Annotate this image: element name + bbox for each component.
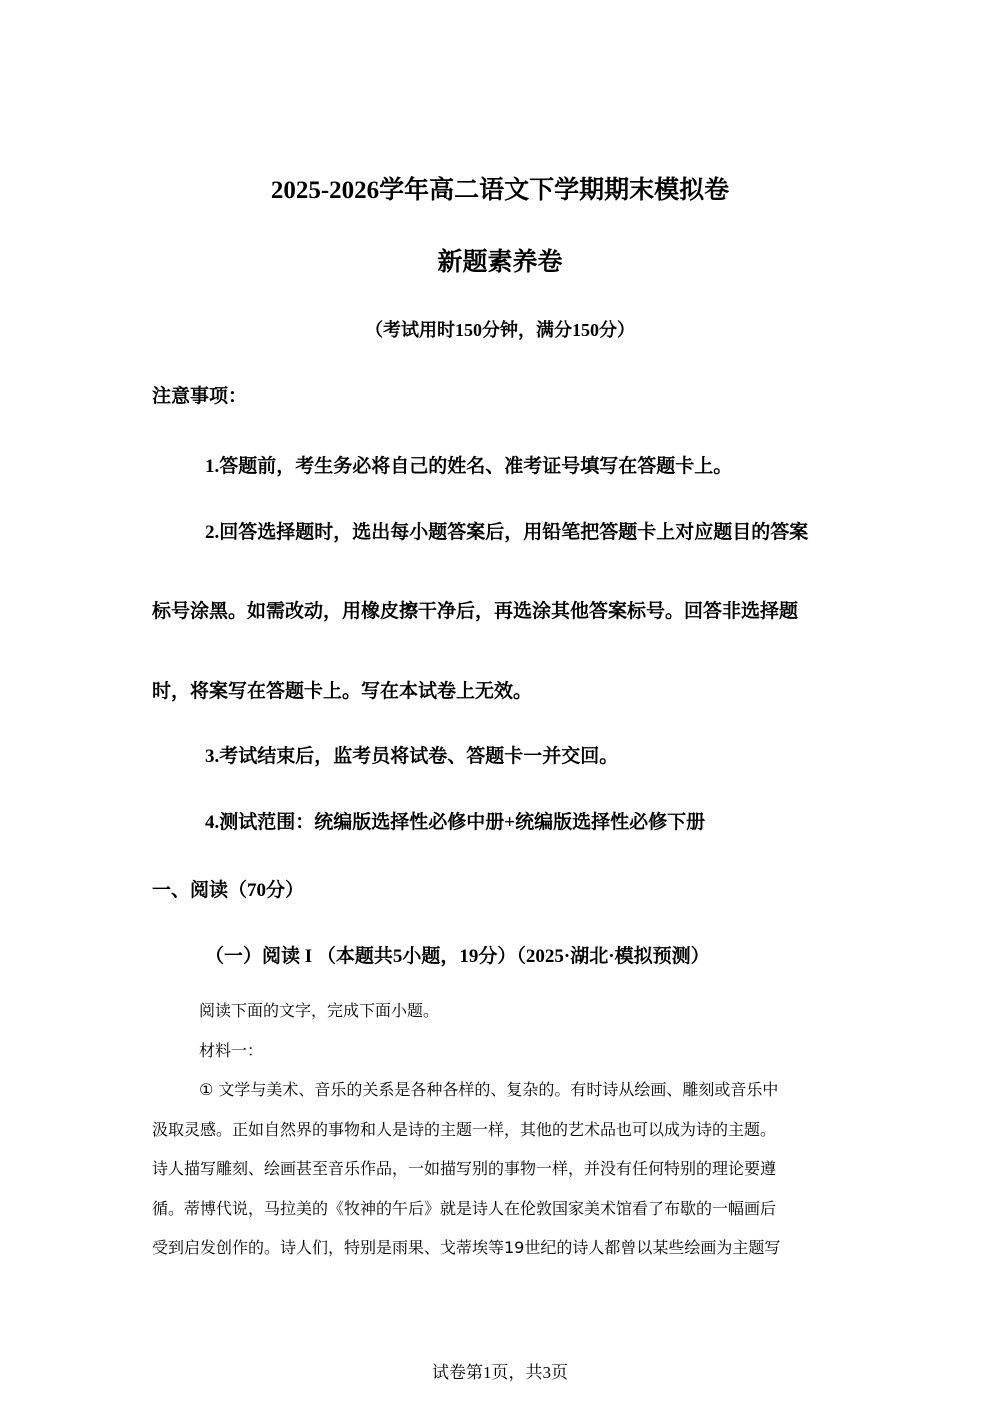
page-footer: 试卷第1页，共3页 <box>432 1363 568 1382</box>
notice-item-2-line-2: 标号涂黑。如需改动，用橡皮擦干净后，再选涂其他答案标号。回答非选择题 <box>152 601 799 622</box>
notice-item-1: 1.答题前，考生务必将自己的姓名、准考证号填写在答题卡上。 <box>205 456 733 477</box>
notice-heading: 注意事项： <box>152 386 248 407</box>
exam-title: 2025-2026学年高二语文下学期期末模拟卷 <box>270 177 730 204</box>
paragraph-line: ① 文学与美术、音乐的关系是各种各样的、复杂的。有时诗从绘画、雕刻或音乐中 <box>199 1080 779 1099</box>
paragraph-line: 受到启发创作的。诗人们，特别是雨果、戈蒂埃等19世纪的诗人都曾以某些绘画为主题写 <box>152 1238 781 1257</box>
notice-item-4: 4.测试范围：统编版选择性必修中册+统编版选择性必修下册 <box>205 812 706 833</box>
exam-subtitle: 新题素养卷 <box>437 249 563 276</box>
notice-item-2-line-3: 时，将案写在答题卡上。写在本试卷上无效。 <box>152 681 533 702</box>
paragraph-line: 循。蒂博代说，马拉美的《牧神的午后》就是诗人在伦敦国家美术馆看了布歇的一幅画后 <box>152 1199 777 1218</box>
notice-item-3: 3.考试结束后，监考员将试卷、答题卡一并交回。 <box>205 746 619 767</box>
material-label: 材料一： <box>199 1041 264 1060</box>
reading-instruction: 阅读下面的文字，完成下面小题。 <box>199 1001 440 1020</box>
reading-sub-heading: （一）阅读 I （本题共5小题，19分）（2025·湖北·模拟预测） <box>205 946 710 967</box>
notice-item-2-line-1: 2.回答选择题时，选出每小题答案后，用铅笔把答题卡上对应题目的答案 <box>205 522 809 543</box>
exam-info: （考试用时150分钟，满分150分） <box>365 320 635 340</box>
section-heading: 一、阅读（70分） <box>152 880 305 901</box>
paragraph-line: 诗人描写雕刻、绘画甚至音乐作品，一如描写别的事物一样，并没有任何特别的理论要遵 <box>152 1159 777 1178</box>
paragraph-line: 汲取灵感。正如自然界的事物和人是诗的主题一样，其他的艺术品也可以成为诗的主题。 <box>152 1120 777 1139</box>
